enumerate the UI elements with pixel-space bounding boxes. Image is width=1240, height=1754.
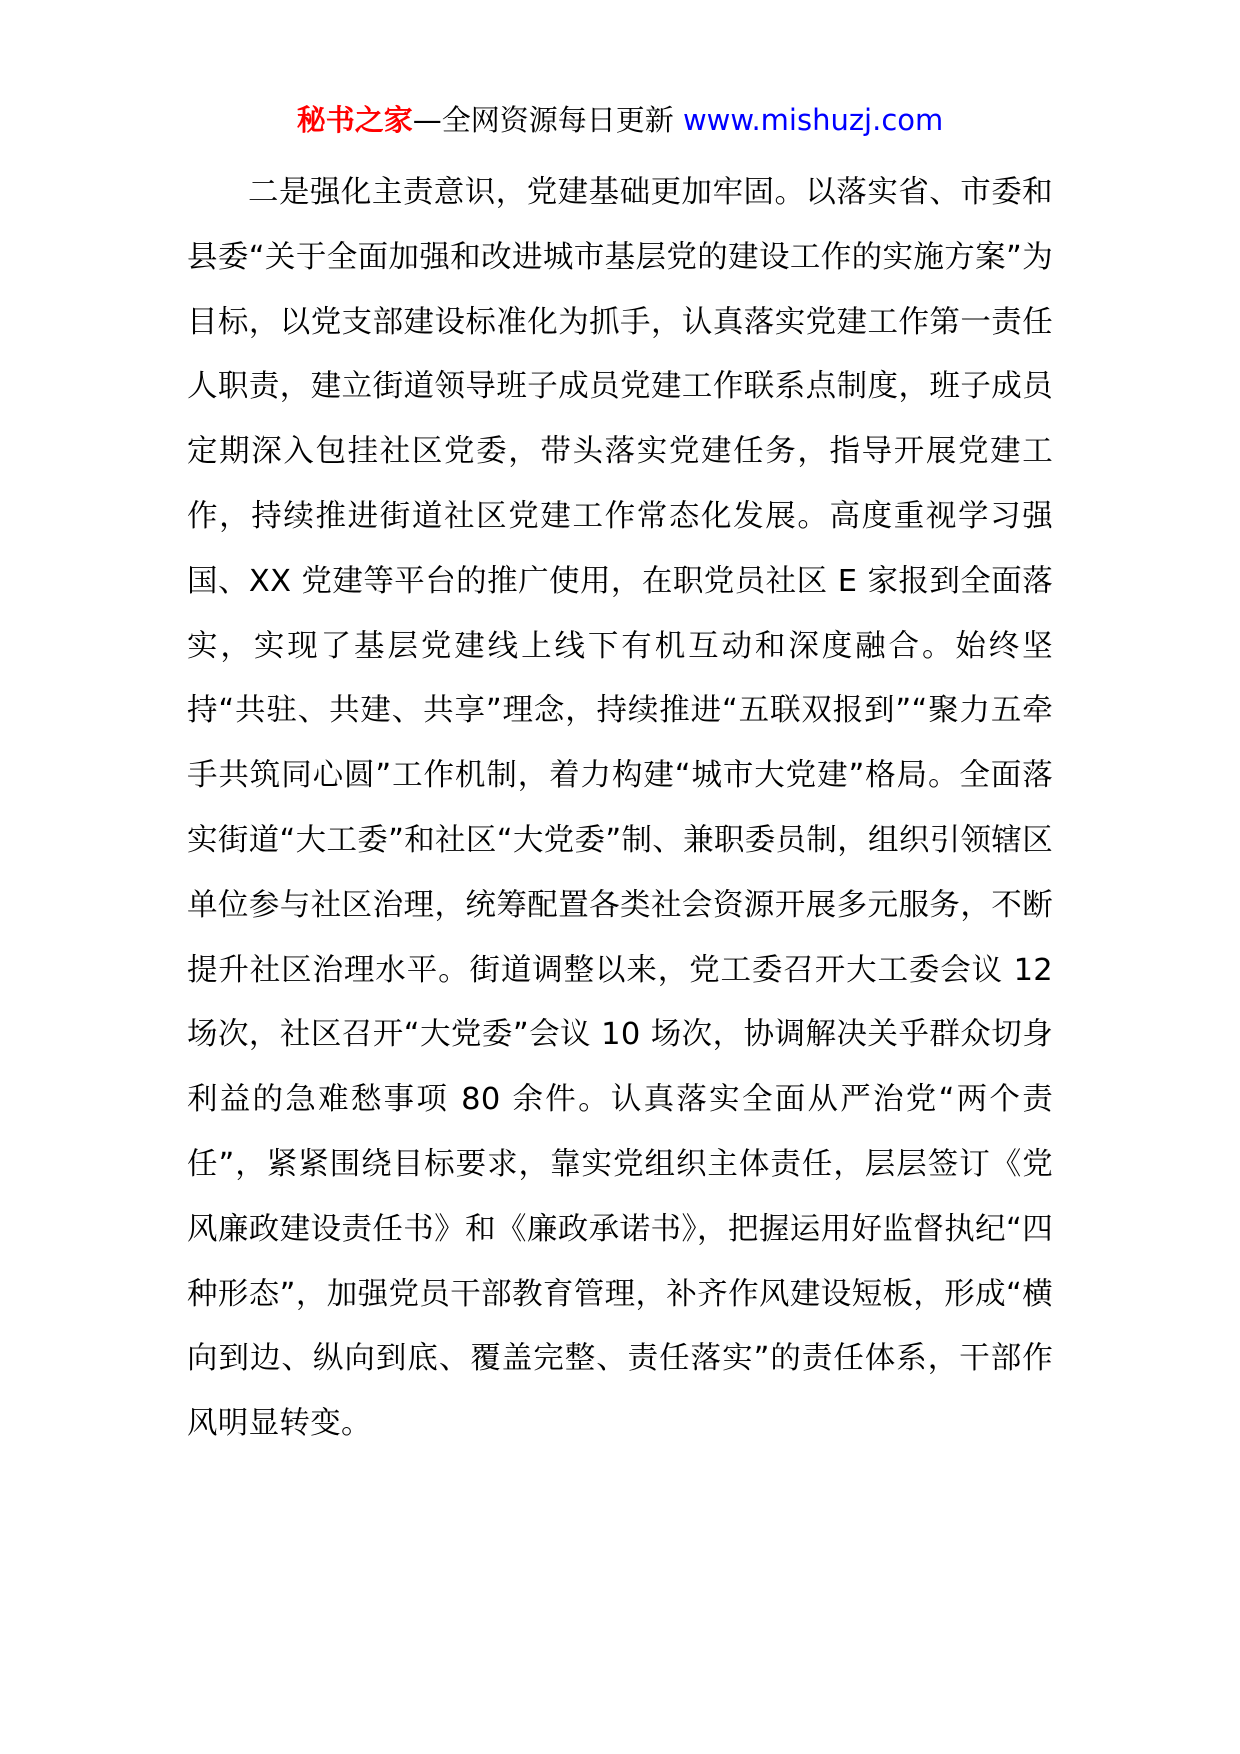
page-header	[0, 100, 1240, 140]
header-tagline: —全网资源每日更新	[412, 103, 683, 137]
brand-name: 秘书之家	[296, 103, 413, 137]
body-paragraph: 二是强化主责意识，党建基础更加牢固。以落实省、市委和县委“关于全面加强和改进城市基层党的建设工作的实施方案”为目标，以党支部建设标准化为抓手，认真落实党建工作第一责任人职责，建立街道领导班子成员党建工作联系点制度，班子成员定期深入包挂社区党委，带头落实党建任务，指导开展党建工作，持续推进街道社区党建工作常态化发展。高度重视学习强国、XX 党建等平台的推广使用，在职党员社区 E 家报到全面落实，实现了基层党建线上线下有机互动和深度融合。始终坚持“共驻、共建、共享”理念，持续推进“五联双报到”“聚力五牵手共筑同心圆”工作机制，着力构建“城市大党建”格局。全面落实街道“大工委”和社区“大党委”制、兼职委员制，组织引领辖区单位参与社区治理，统筹配置各类社会资源开展多元服务，不断提升社区治理水平。街道调整以来，党工委召开大工委会议 12 场次，社区召开“大党委”会议 10 场次，协调解决关乎群众切身利益的急难愁事项 80 余件。认真落实全面从严治党“两个责任”，紧紧围绕目标要求，靠实党组织主体责任，层层签订《党风廉政建设责任书》和《廉政承诺书》，把握运用好监督执纪“四种形态”，加强党员干部教育管理，补齐作风建设短板，形成“横向到边、纵向到底、覆盖完整、责任落实”的责任体系，干部作风明显转变。	[187, 175, 1053, 1442]
website-link[interactable]: www.mishuzj.com	[682, 103, 944, 137]
